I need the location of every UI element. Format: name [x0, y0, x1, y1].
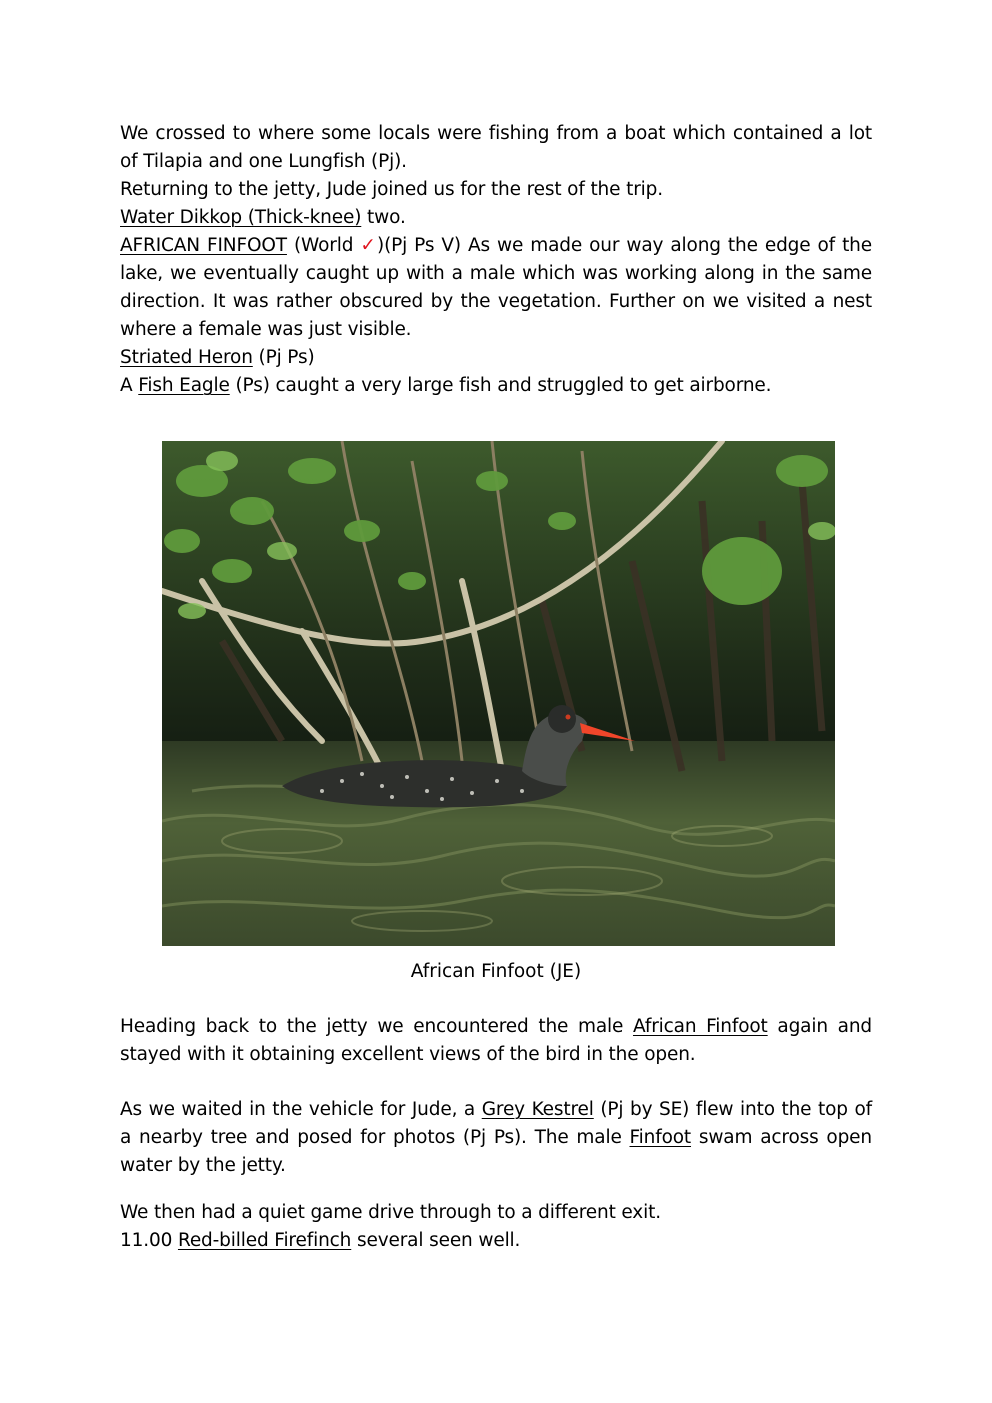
species-fish-eagle: Fish Eagle	[138, 375, 230, 396]
paragraph-heading-back: Heading back to the jetty we encountered the male African Finfoot again and stayed with it obtaining excellent views of the bird in the open.	[120, 1016, 873, 1065]
after-text-2	[120, 1096, 872, 1180]
photo-caption: African Finfoot (JE)	[410, 961, 582, 982]
paragraph-finfoot: AFRICAN FINFOOT (World ✓)(Pj Ps V) As we made our way along the edge of the lake, we eventually caught up with a male which was working along in the same direction. It was rather obscured by the vegetation. Further on we visited a nest where a female was just visible.	[120, 235, 872, 340]
paragraph-jetty: Returning to the jetty, Jude joined us for the rest of the trip.	[120, 179, 663, 200]
paragraph-kestrel: As we waited in the vehicle for Jude, a Grey Kestrel (Pj by SE) flew into the top of a nearby tree and posed for photos (Pj Ps). The male Finfoot swam across open water by the jetty.	[120, 1099, 872, 1176]
check-icon: ✓	[360, 235, 377, 256]
after-text-1	[120, 1013, 872, 1069]
species-water-dikkop: Water Dikkop (Thick-knee)	[120, 207, 362, 228]
paragraph-dikkop: Water Dikkop (Thick-knee) two.	[120, 207, 406, 228]
species-african-finfoot: AFRICAN FINFOOT	[120, 235, 287, 256]
paragraph-boat: We crossed to where some locals were fishing from a boat which contained a lot of Tilapia and one Lungfish (Pj).	[120, 123, 872, 172]
intro-text	[120, 120, 872, 400]
paragraph-firefinch: 11.00 Red-billed Firefinch several seen well.	[120, 1230, 521, 1251]
after-text-3	[120, 1199, 872, 1255]
paragraph-eagle: A Fish Eagle (Ps) caught a very large fish and struggled to get airborne.	[120, 375, 772, 396]
finfoot-photo-illustration	[162, 441, 835, 946]
paragraph-heron: Striated Heron (Pj Ps)	[120, 347, 315, 368]
paragraph-drive: We then had a quiet game drive through to a different exit.	[120, 1202, 661, 1223]
species-african-finfoot-2: African Finfoot	[632, 1016, 768, 1037]
species-grey-kestrel: Grey Kestrel	[481, 1099, 594, 1120]
species-striated-heron: Striated Heron	[120, 347, 253, 368]
species-finfoot: Finfoot	[629, 1127, 692, 1148]
finfoot-photo	[162, 441, 835, 946]
species-red-billed-firefinch: Red-billed Firefinch	[177, 1230, 352, 1251]
